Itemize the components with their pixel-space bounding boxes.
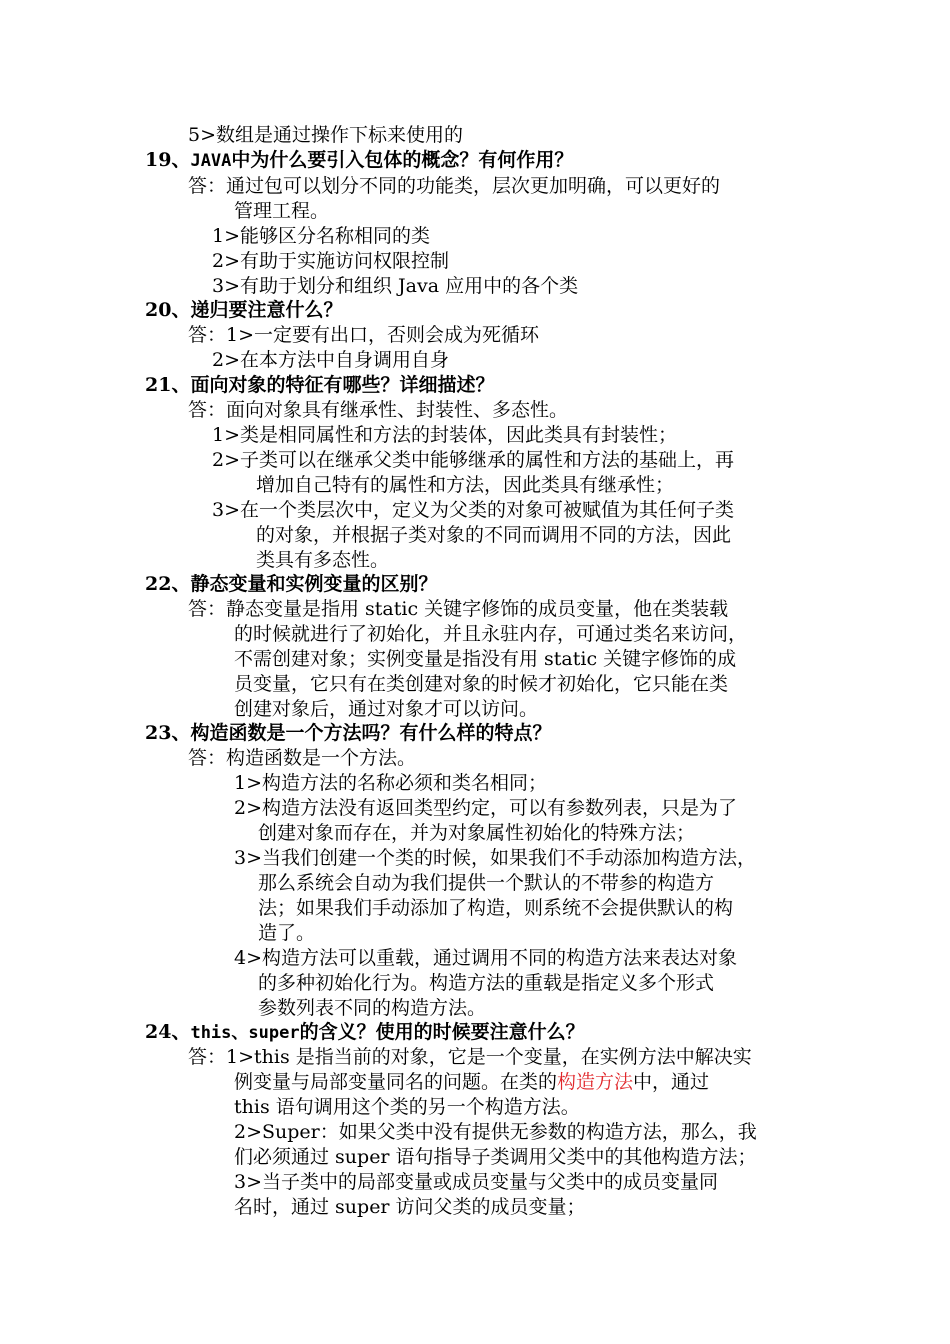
text-line: 创建对象后，通过对象才可以访问。: [234, 698, 539, 720]
text-segment: 中，通过: [633, 1071, 710, 1093]
answer-line: 答：通过包可以划分不同的功能类，层次更加明确，可以更好的: [188, 175, 721, 197]
text-line: 5>数组是通过操作下标来使用的: [188, 124, 464, 146]
text-line: 的多种初始化行为。构造方法的重载是指定义多个形式: [258, 972, 715, 994]
list-item: 1>能够区分名称相同的类: [212, 225, 431, 247]
text-line: 增加自己特有的属性和方法，因此类具有继承性；: [256, 474, 675, 496]
text-line: 的时候就进行了初始化，并且永驻内存，可通过类名来访问，: [234, 623, 748, 645]
list-item: 2>Super：如果父类中没有提供无参数的构造方法，那么，我: [234, 1121, 757, 1143]
question-text: 构造函数是一个方法吗？有什么样的特点？: [190, 722, 552, 744]
text-line: 的对象，并根据子类对象的不同而调用不同的方法，因此: [256, 524, 732, 546]
text-line: this 语句调用这个类的另一个构造方法。: [234, 1096, 580, 1118]
text-line: 员变量，它只有在类创建对象的时候才初始化，它只能在类: [234, 673, 729, 695]
question-19: [145, 148, 573, 174]
text-line: 名时，通过 super 访问父类的成员变量；: [234, 1196, 586, 1218]
text-line: 那么系统会自动为我们提供一个默认的不带参的构造方: [258, 872, 715, 894]
question-22: [145, 572, 437, 597]
list-item: 2>在本方法中自身调用自身: [212, 349, 450, 371]
list-item: 2>子类可以在继承父类中能够继承的属性和方法的基础上，再: [212, 449, 735, 471]
text-line: 类具有多态性。: [256, 549, 390, 571]
question-number: 19、: [145, 149, 191, 171]
question-number: 23、: [145, 722, 191, 744]
question-21: [145, 373, 494, 398]
question-number: 21、: [145, 374, 191, 396]
text-line: 法；如果我们手动添加了构造，则系统不会提供默认的构: [258, 897, 734, 919]
text-segment: 例变量与局部变量同名的问题。在类的: [234, 1071, 558, 1093]
text-line: 不需创建对象；实例变量是指没有用 static 关键字修饰的成: [234, 648, 737, 670]
list-item: 4>构造方法可以重载，通过调用不同的构造方法来表达对象: [234, 947, 738, 969]
answer-line: 答：静态变量是指用 static 关键字修饰的成员变量，他在类装载: [188, 598, 729, 620]
answer-line: 答：1>一定要有出口，否则会成为死循环: [188, 324, 540, 346]
text-line: 们必须通过 super 语句指导子类调用父类中的其他构造方法；: [234, 1146, 757, 1168]
list-item: 2>有助于实施访问权限控制: [212, 250, 450, 272]
question-24: [145, 1020, 585, 1046]
question-text: 静态变量和实例变量的区别？: [190, 573, 438, 595]
question-number: 24、: [145, 1021, 191, 1043]
question-code: this、super: [190, 1023, 300, 1043]
text-line: 造了。: [258, 922, 316, 944]
list-item: 3>在一个类层次中，定义为父类的对象可被赋值为其任何子类: [212, 499, 735, 521]
answer-line: 答：面向对象具有继承性、封装性、多态性。: [188, 399, 569, 421]
text-line: 参数列表不同的构造方法。: [258, 997, 487, 1019]
list-item: 3>当我们创建一个类的时候，如果我们不手动添加构造方法，: [234, 847, 757, 869]
list-item: 1>构造方法的名称必须和类名相同；: [234, 772, 548, 794]
text-line: 管理工程。: [234, 200, 330, 222]
question-code: JAVA: [190, 151, 232, 171]
question-20: [145, 298, 342, 323]
question-number: 22、: [145, 573, 191, 595]
text-line: [234, 1070, 709, 1095]
question-text: 递归要注意什么？: [190, 299, 343, 321]
answer-line: 答：1>this 是指当前的对象，它是一个变量，在实例方法中解决实: [188, 1046, 752, 1068]
question-23: [145, 721, 551, 746]
question-number: 20、: [145, 299, 191, 321]
question-text: 面向对象的特征有哪些？详细描述？: [190, 374, 495, 396]
list-item: 3>当子类中的局部变量或成员变量与父类中的成员变量同: [234, 1171, 719, 1193]
question-text: 中为什么要引入包体的概念？有何作用？: [231, 149, 574, 171]
text-line: 创建对象而存在，并为对象属性初始化的特殊方法；: [258, 822, 696, 844]
answer-line: 答：构造函数是一个方法。: [188, 747, 417, 769]
highlighted-term: 构造方法: [557, 1071, 634, 1093]
question-text: 的含义？使用的时候要注意什么？: [299, 1021, 585, 1043]
list-item: 2>构造方法没有返回类型约定，可以有参数列表，只是为了: [234, 797, 738, 819]
list-item: 3>有助于划分和组织 Java 应用中的各个类: [212, 275, 579, 297]
list-item: 1>类是相同属性和方法的封装体，因此类具有封装性；: [212, 424, 678, 446]
